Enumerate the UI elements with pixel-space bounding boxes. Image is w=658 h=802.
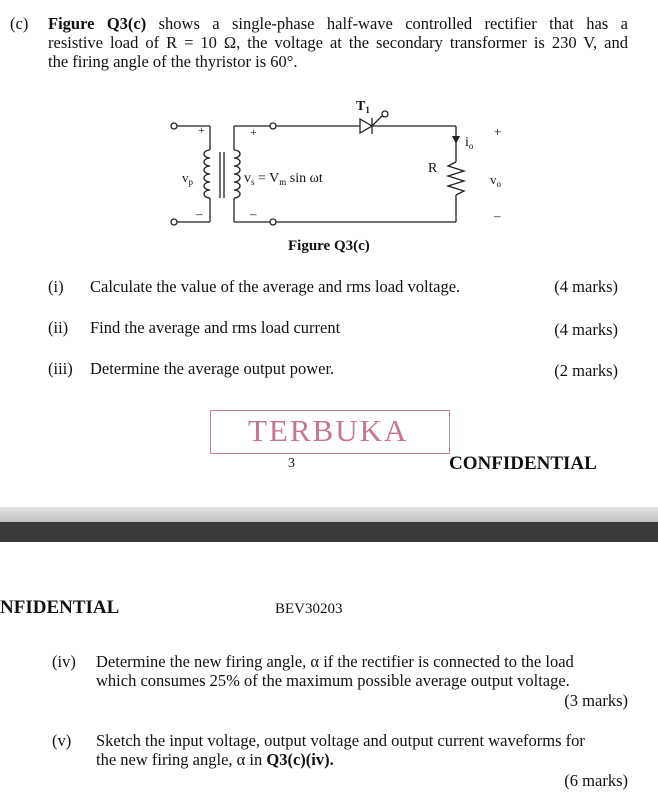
intro-line-1 xyxy=(48,14,628,33)
output-plus-sign: + xyxy=(494,124,502,139)
item-iv-line-2: which consumes 25% of the maximum possible average output voltage. xyxy=(96,671,570,690)
item-iii-text: Determine the average output power. xyxy=(90,359,335,378)
item-iii-marks: (2 marks) xyxy=(554,361,618,380)
load-resistor xyxy=(448,162,464,195)
item-ii-marks: (4 marks) xyxy=(554,320,618,339)
page-number: 3 xyxy=(288,456,295,471)
item-iii-number: (iii) xyxy=(48,359,73,378)
figure-caption: Figure Q3(c) xyxy=(288,238,370,254)
current-arrow-icon xyxy=(452,136,460,144)
primary-bottom-terminal xyxy=(171,219,177,225)
secondary-top-terminal xyxy=(270,123,276,129)
item-v-line-2 xyxy=(96,750,585,769)
item-iv-line-1: Determine the new firing angle, α if the rectifier is connected to the load xyxy=(96,652,574,671)
item-v-line-2-text: the new firing angle, α in xyxy=(96,750,267,769)
page-separator-shadow xyxy=(0,507,658,523)
item-v-text xyxy=(96,731,585,769)
output-minus-sign: – xyxy=(494,208,501,223)
primary-minus-sign: – xyxy=(196,206,203,221)
item-i-marks: (4 marks) xyxy=(554,277,618,296)
intro-line-2: resistive load of R = 10 Ω, the voltage at the secondary transformer is 230 V, and xyxy=(48,33,628,52)
item-i-number: (i) xyxy=(48,277,64,296)
secondary-winding xyxy=(234,150,240,198)
resistor-label: R xyxy=(428,161,438,176)
item-v-marks: (6 marks) xyxy=(564,771,628,790)
item-v-number: (v) xyxy=(52,731,72,750)
item-v-reference: Q3(c)(iv). xyxy=(266,750,334,769)
secondary-minus-sign: – xyxy=(250,206,257,221)
intro-line-1-text: shows a single-phase half-wave controlled rectifier that has a xyxy=(146,14,628,33)
output-current-label: $i_o$ xyxy=(465,135,474,151)
item-iv-marks: (3 marks) xyxy=(564,691,628,710)
rectifier-circuit-diagram xyxy=(160,92,520,260)
question-intro xyxy=(48,14,628,71)
primary-winding xyxy=(204,150,210,198)
stamp-text: TERBUKA xyxy=(248,413,409,448)
header-course-code: BEV30203 xyxy=(275,601,343,617)
item-ii-text: Find the average and rms load current xyxy=(90,318,341,337)
output-voltage-label: $v_o$ xyxy=(490,172,501,189)
item-iv-number: (iv) xyxy=(52,652,76,671)
item-v-line-1: Sketch the input voltage, output voltage and output current waveforms for xyxy=(96,731,585,750)
intro-line-3: the firing angle of the thyristor is 60°. xyxy=(48,52,298,71)
primary-voltage-label: $v_p$ xyxy=(182,170,193,187)
secondary-bottom-terminal xyxy=(270,219,276,225)
thyristor-symbol xyxy=(360,111,388,134)
header-confidential: NFIDENTIAL xyxy=(0,597,120,618)
secondary-plus-sign: + xyxy=(250,125,257,139)
secondary-voltage-label: $v_s = V_m$ sin ωt xyxy=(244,171,323,187)
figure-reference: Figure Q3(c) xyxy=(48,14,147,33)
item-iv-text xyxy=(96,652,574,690)
item-i-text: Calculate the value of the average and rms load voltage. xyxy=(90,277,461,296)
item-ii-number: (ii) xyxy=(48,318,69,337)
primary-plus-sign: + xyxy=(198,123,205,137)
thyristor-label: $T_1$ xyxy=(356,99,370,115)
question-label: (c) xyxy=(10,14,29,33)
footer-confidential: CONFIDENTIAL xyxy=(449,453,597,474)
primary-top-terminal xyxy=(171,123,177,129)
page-separator xyxy=(0,522,658,542)
